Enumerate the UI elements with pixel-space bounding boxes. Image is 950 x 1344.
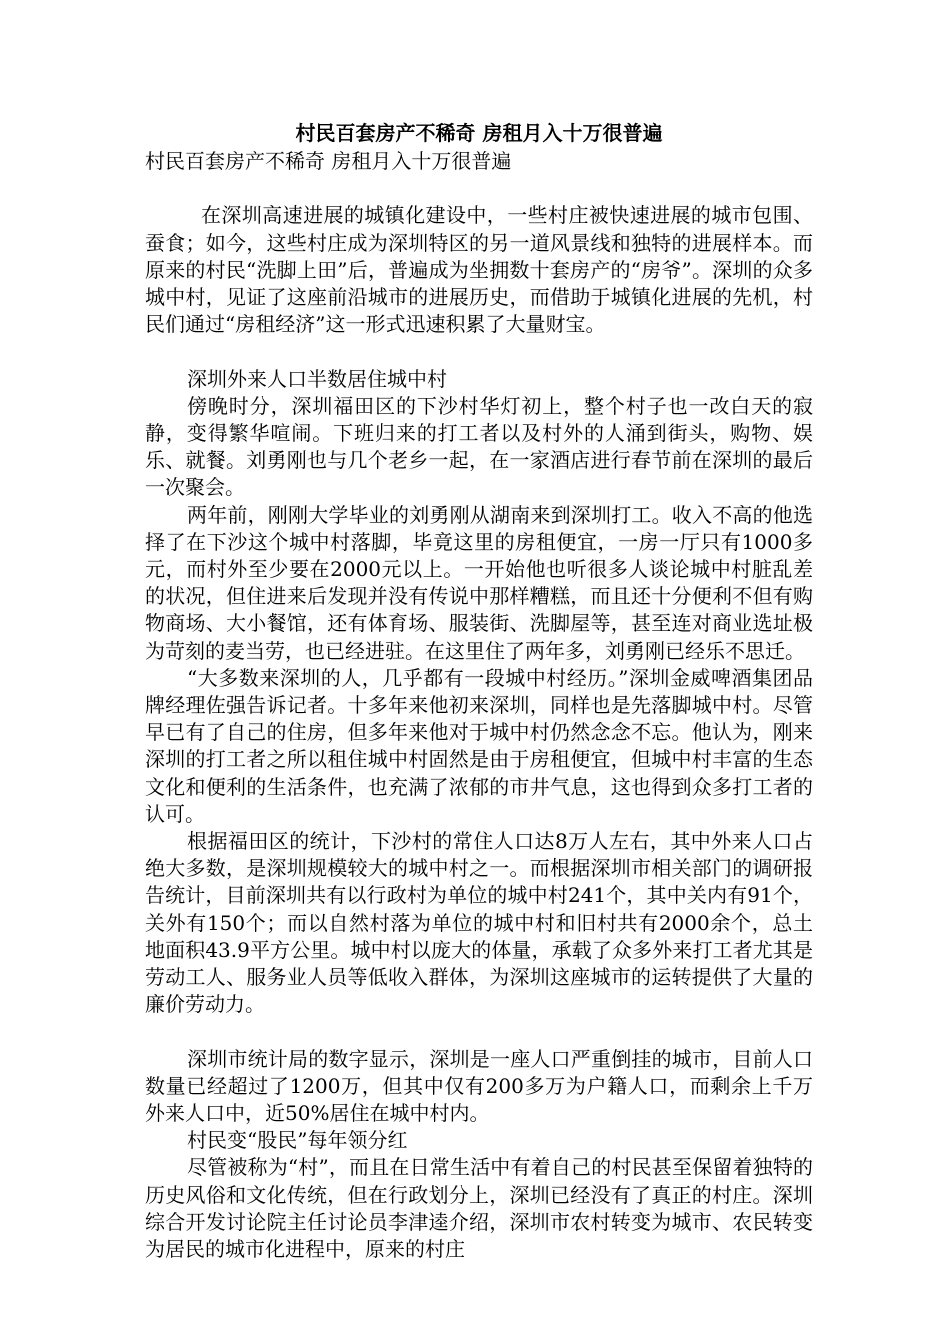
body-paragraph: “大多数来深圳的人，几乎都有一段城中村经历。”深圳金威啤酒集团品牌经理佐强告诉记者。十多年来他初来深圳，同样也是先落脚城中村。尽管早已有了自己的住房，但多年来他对于城中村仍然念念不忘。他认为，刚来深圳的打工者之所以租住城中村固然是由于房租便宜，但城中村丰富的生态文化和便利的生活条件，也充满了浓郁的市井气息，这也得到众多打工者的认可。: [145, 665, 813, 826]
body-paragraph: 深圳市统计局的数字显示，深圳是一座人口严重倒挂的城市，目前人口数量已经超过了1200万，但其中仅有200多万为户籍人口，而剩余上千万外来人口中，近50%居住在城中村内。: [145, 1046, 813, 1126]
document-page: [145, 118, 813, 1263]
blank-line: [145, 338, 813, 365]
body-paragraph: 尽管被称为“村”，而且在日常生活中有着自己的村民甚至保留着独特的历史风俗和文化传统，但在行政划分上，深圳已经没有了真正的村庄。深圳综合开发讨论院主任讨论员李津逵介绍，深圳市农村转变为城市、农民转变为居民的城市化进程中，原来的村庄: [145, 1155, 813, 1262]
section-heading: 村民变“股民”每年领分红: [187, 1128, 408, 1153]
body-paragraph: 两年前，刚刚大学毕业的刘勇刚从湖南来到深圳打工。收入不高的他选择了在下沙这个城中村落脚，毕竟这里的房租便宜，一房一厅只有1000多元，而村外至少要在2000元以上。一开始他也听很多人谈论城中村脏乱差的状况，但住进来后发现并没有传说中那样糟糕，而且还十分便利不但有购物商场、大小餐馆，还有体育场、服装街、洗脚屋等，甚至连对商业选址极为苛刻的麦当劳，也已经进驻。在这里住了两年多，刘勇刚已经乐不思迁。: [145, 502, 813, 663]
body-paragraph: 傍晚时分，深圳福田区的下沙村华灯初上，整个村子也一改白天的寂静，变得繁华喧闹。下班归来的打工者以及村外的人涌到街头，购物、娱乐、就餐。刘勇刚也与几个老乡一起，在一家酒店进行春节前在深圳的最后一次聚会。: [145, 393, 813, 500]
body-paragraph: 根据福田区的统计，下沙村的常住人口达8万人左右，其中外来人口占绝大多数，是深圳规模较大的城中村之一。而根据深圳市相关部门的调研报告统计，目前深圳共有以行政村为单位的城中村241个，其中关内有91个，关外有150个；而以自然村落为单位的城中村和旧村共有2000余个，总土地面积43.9平方公里。城中村以庞大的体量，承载了众多外来打工者尤其是劳动工人、服务业人员等低收入群体，为深圳这座城市的运转提供了大量的廉价劳动力。: [145, 829, 813, 1017]
intro-paragraph: 在深圳高速进展的城镇化建设中，一些村庄被快速进展的城市包围、蚕食；如今，这些村庄成为深圳特区的另一道风景线和独特的进展样本。而原来的村民“洗脚上田”后，普遍成为坐拥数十套房产的“房爷”。深圳的众多城中村，见证了这座前沿城市的进展历史，而借助于城镇化进展的先机，村民们通过“房租经济”这一形式迅速积累了大量财宝。: [145, 203, 813, 337]
section-heading: 深圳外来人口半数居住城中村: [187, 366, 447, 391]
document-subtitle: 村民百套房产不稀奇 房租月入十万很普遍: [145, 149, 512, 173]
blank-line: [145, 1018, 813, 1045]
blank-line: [145, 175, 813, 202]
document-title: 村民百套房产不稀奇 房租月入十万很普遍: [295, 121, 663, 145]
